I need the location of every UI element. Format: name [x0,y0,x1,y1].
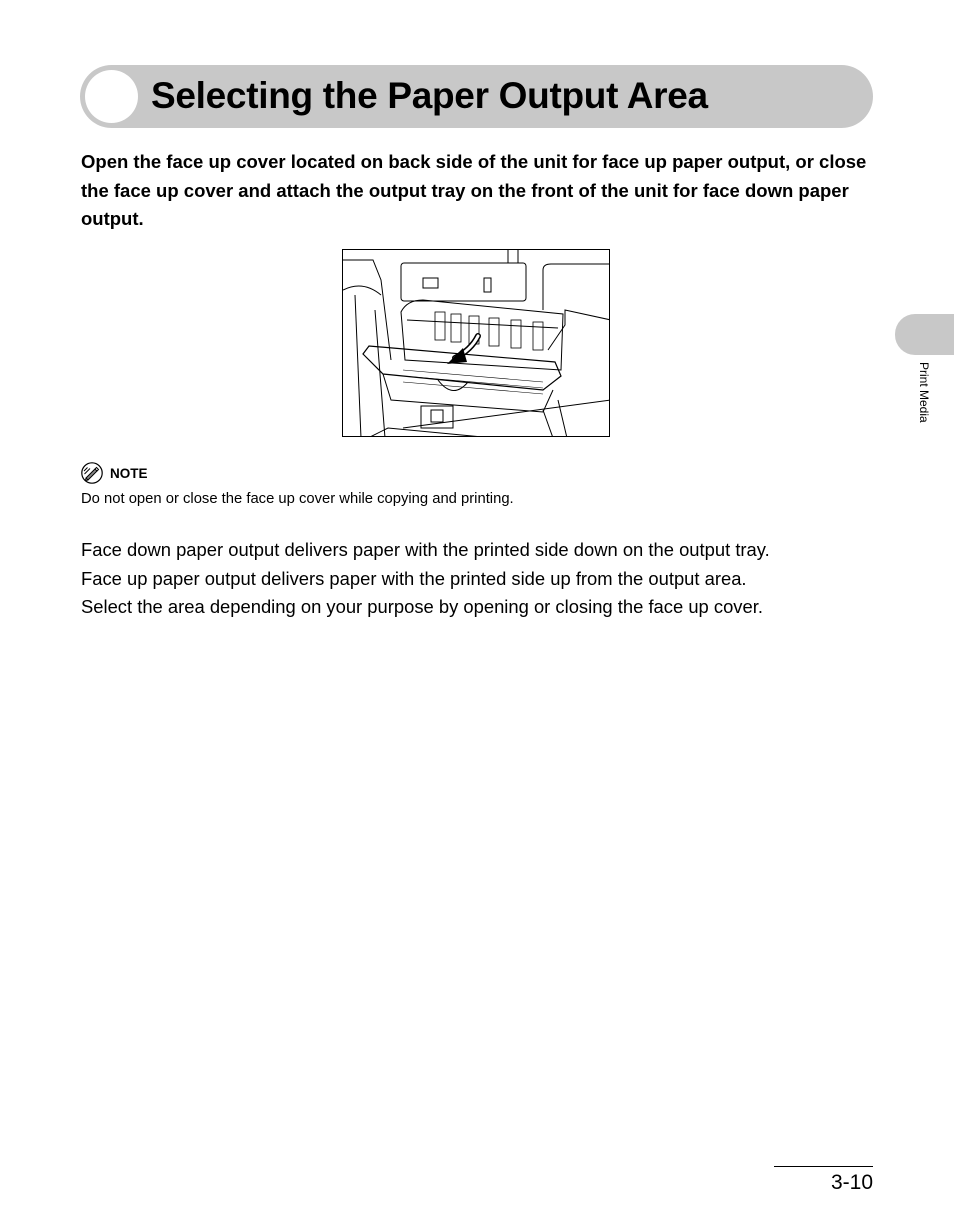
intro-paragraph: Open the face up cover located on back side of the unit for face up paper output, or close the face up cover and attach the output tray on the front of the unit for face down paper output. [81,151,867,229]
note-text: Do not open or close the face up cover while copying and printing. [81,491,514,507]
body-line: Face up paper output delivers paper with the printed side up from the output area. [81,567,747,589]
page-number: 3-10 [830,1171,873,1194]
body-line: Select the area depending on your purpose by opening or closing the face up cover. [81,596,763,617]
title-circle-decoration [85,70,138,123]
page-title: Selecting the Paper Output Area [151,75,708,116]
section-side-tab [895,314,954,355]
pencil-note-icon [81,462,103,484]
note-label: NOTE [110,466,148,481]
face-up-cover-illustration [342,249,610,437]
section-side-label: Print Media [917,362,931,423]
body-paragraph [81,536,770,622]
body-line: Face down paper output delivers paper with the printed side down on the output tray. [81,539,770,560]
footer-rule [774,1166,873,1167]
